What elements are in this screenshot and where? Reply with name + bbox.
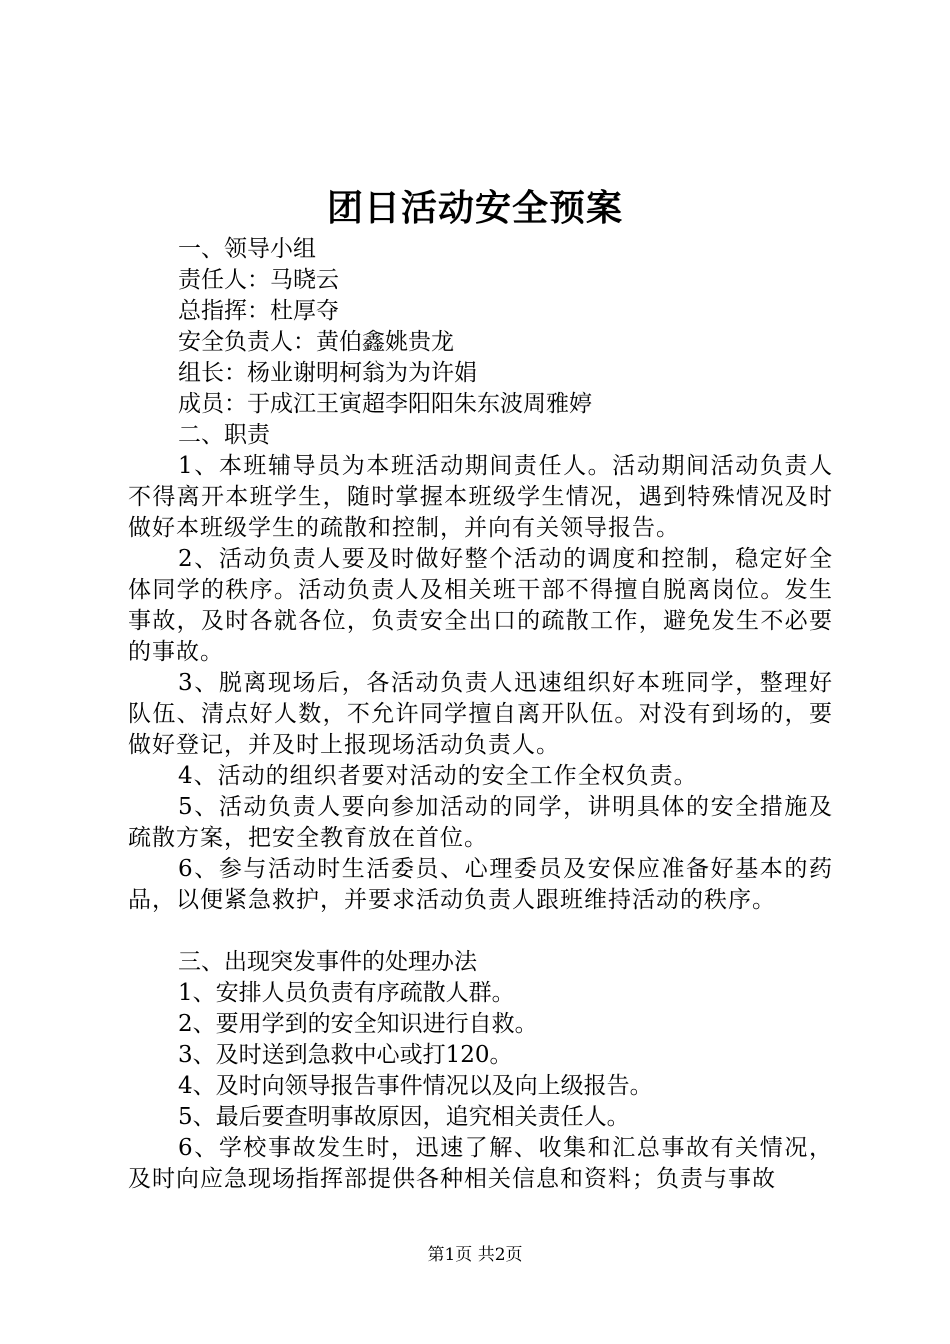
leader-members: 成员：于成江王寅超李阳阳朱东波周雅婷 [178, 391, 592, 417]
measure-item: 4、及时向领导报告事件情况以及向上级报告。 [178, 1073, 653, 1099]
duty-paragraph: 3、脱离现场后，各活动负责人迅速组织好本班同学，整理好队伍、清点好人数，不允许同学擅自离开队伍。对没有到场的，要做好登记，并及时上报现场活动负责人。 [128, 670, 833, 758]
duty-paragraph: 6、参与活动时生活委员、心理委员及安保应准备好基本的药品，以便紧急救护，并要求活动负责人跟班维持活动的秩序。 [128, 856, 833, 913]
measure-item: 5、最后要查明事故原因，追究相关责任人。 [178, 1104, 630, 1130]
measure-item: 3、及时送到急救中心或打120。 [178, 1042, 513, 1068]
section-heading-duties: 二、职责 [178, 422, 270, 448]
measure-paragraph: 6、学校事故发生时，迅速了解、收集和汇总事故有关情况，及时向应急现场指挥部提供各种相关信息和资料；负责与事故 [128, 1135, 833, 1192]
leader-responsible: 责任人：马晓云 [178, 267, 339, 293]
measure-item: 2、要用学到的安全知识进行自救。 [178, 1011, 538, 1037]
duty-paragraph: 4、活动的组织者要对活动的安全工作全权负责。 [178, 763, 698, 789]
leader-safety: 安全负责人：黄伯鑫姚贵龙 [178, 329, 454, 355]
document-title: 团日活动安全预案 [326, 187, 623, 229]
measure-item: 1、安排人员负责有序疏散人群。 [178, 980, 515, 1006]
duty-paragraph: 1、本班辅导员为本班活动期间责任人。活动期间活动负责人不得离开本班学生，随时掌握本班级学生情况，遇到特殊情况及时做好本班级学生的疏散和控制，并向有关领导报告。 [128, 453, 833, 541]
leader-commander: 总指挥：杜厚夺 [178, 298, 339, 324]
page-footer: 第1页 共2页 [427, 1245, 523, 1265]
blank-line [128, 916, 833, 947]
document-body [128, 234, 833, 1195]
duty-paragraph: 5、活动负责人要向参加活动的同学，讲明具体的安全措施及疏散方案，把安全教育放在首位。 [128, 794, 833, 851]
duty-paragraph: 2、活动负责人要及时做好整个活动的调度和控制，稳定好全体同学的秩序。活动负责人及相关班干部不得擅自脱离岗位。发生事故，及时各就各位，负责安全出口的疏散工作，避免发生不必要的事故。 [128, 546, 833, 665]
section-heading-emergency: 三、出现突发事件的处理办法 [178, 949, 477, 975]
leader-group-head: 组长：杨业谢明柯翁为为许娟 [178, 360, 477, 386]
section-heading-leadership: 一、领导小组 [178, 236, 316, 262]
